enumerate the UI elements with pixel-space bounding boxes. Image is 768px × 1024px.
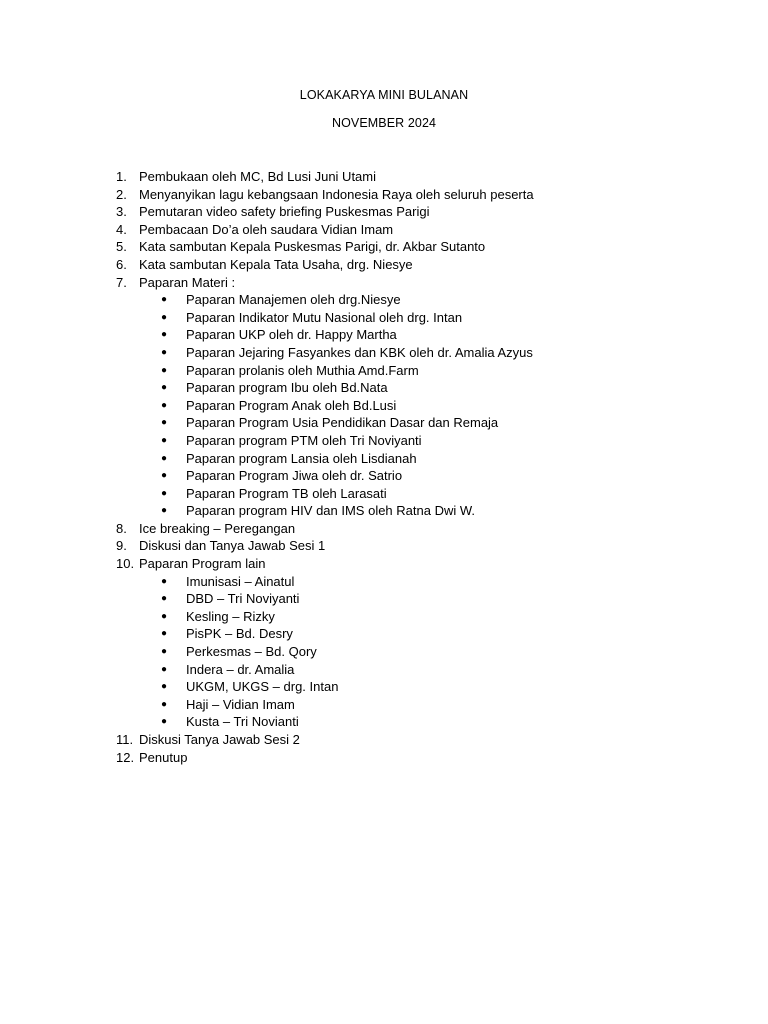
agenda-item-text: Pembukaan oleh MC, Bd Lusi Juni Utami	[139, 169, 377, 184]
bullet-icon: ●	[161, 346, 168, 358]
bullet-icon: ●	[161, 434, 168, 446]
sub-item	[0, 678, 768, 696]
sub-item-text: Paparan Manajemen oleh drg.Niesye	[186, 292, 401, 308]
bullet-icon: ●	[161, 311, 168, 323]
agenda-list	[0, 168, 768, 766]
bullet-icon: ●	[161, 628, 168, 640]
sub-item	[0, 432, 768, 450]
sub-item-text: Paparan Program Anak oleh Bd.Lusi	[186, 397, 397, 413]
sub-item	[0, 309, 768, 327]
sub-item	[0, 590, 768, 608]
sub-item	[0, 344, 768, 362]
sub-item	[0, 643, 768, 661]
agenda-item-number: 1.	[116, 169, 127, 184]
agenda-item-text: Paparan Materi :	[139, 274, 236, 290]
sub-item-text: Paparan Program TB oleh Larasati	[186, 485, 387, 501]
agenda-item-number: 8.	[116, 520, 127, 536]
agenda-item	[0, 238, 768, 256]
bullet-icon: ●	[161, 294, 168, 306]
sub-item-text: Paparan Program Usia Pendidikan Dasar dan Remaja	[186, 415, 499, 431]
bullet-icon: ●	[161, 417, 168, 429]
sub-item-text: Haji – Vidian Imam	[186, 696, 295, 712]
sub-item	[0, 379, 768, 397]
sub-item	[0, 608, 768, 626]
bullet-icon: ●	[161, 681, 168, 693]
agenda-item	[0, 749, 768, 767]
sub-item	[0, 414, 768, 432]
bullet-icon: ●	[161, 382, 168, 394]
bullet-icon: ●	[161, 593, 168, 605]
sub-item-text: Kusta – Tri Novianti	[186, 714, 299, 730]
bullet-icon: ●	[161, 610, 168, 622]
agenda-item	[0, 203, 768, 221]
sub-item-text: Paparan program HIV dan IMS oleh Ratna Dwi W.	[186, 503, 476, 519]
agenda-item-number: 3.	[116, 204, 127, 220]
bullet-icon: ●	[161, 646, 168, 658]
sub-item	[0, 291, 768, 309]
agenda-item	[0, 274, 768, 292]
document-title: LOKAKARYA MINI BULANAN	[299, 88, 469, 102]
sub-item	[0, 397, 768, 415]
sub-item	[0, 696, 768, 714]
agenda-item-text: Menyanyikan lagu kebangsaan Indonesia Raya oleh seluruh peserta	[139, 186, 534, 202]
agenda-item-text: Pembacaan Do’a oleh saudara Vidian Imam	[139, 221, 394, 237]
agenda-item-number: 9.	[116, 538, 127, 554]
agenda-item	[0, 731, 768, 749]
bullet-icon: ●	[161, 329, 168, 341]
agenda-item-text: Kata sambutan Kepala Puskesmas Parigi, dr. Akbar Sutanto	[139, 239, 486, 255]
bullet-icon: ●	[161, 364, 168, 376]
sub-item-text: Paparan UKP oleh dr. Happy Martha	[186, 327, 397, 343]
agenda-item	[0, 555, 768, 573]
sub-item	[0, 661, 768, 679]
agenda-item-text: Pemutaran video safety briefing Puskesmas Parigi	[139, 204, 430, 220]
agenda-item	[0, 168, 768, 186]
sub-item-text: Paparan program Ibu oleh Bd.Nata	[186, 380, 388, 396]
agenda-item-text: Diskusi Tanya Jawab Sesi 2	[139, 732, 300, 747]
agenda-item-number: 11.	[116, 732, 134, 747]
agenda-item-text: Diskusi dan Tanya Jawab Sesi 1	[139, 538, 326, 554]
agenda-item-number: 12.	[116, 749, 135, 765]
agenda-item-number: 10.	[116, 556, 135, 572]
bullet-icon: ●	[161, 575, 168, 587]
sub-item-text: Paparan Jejaring Fasyankes dan KBK oleh dr. Amalia Azyus	[186, 344, 533, 360]
agenda-item-text: Paparan Program lain	[139, 556, 266, 572]
agenda-item-number: 5.	[116, 239, 127, 255]
sub-item-text: Paparan program Lansia oleh Lisdianah	[186, 450, 417, 466]
agenda-item-text: Kata sambutan Kepala Tata Usaha, drg. Niesye	[139, 256, 413, 272]
agenda-item	[0, 537, 768, 555]
agenda-item-number: 6.	[116, 256, 127, 272]
agenda-item-text: Penutup	[139, 749, 188, 765]
sub-item-text: UKGM, UKGS – drg. Intan	[186, 679, 339, 695]
bullet-icon: ●	[161, 470, 168, 482]
bullet-icon: ●	[161, 716, 168, 728]
sub-item	[0, 625, 768, 643]
agenda-item-number: 7.	[116, 274, 127, 290]
sub-item	[0, 573, 768, 591]
sub-item	[0, 713, 768, 731]
bullet-icon: ●	[161, 452, 168, 464]
sub-item-text: DBD – Tri Noviyanti	[186, 591, 300, 607]
bullet-icon: ●	[161, 663, 168, 675]
sub-item-text: Imunisasi – Ainatul	[186, 573, 295, 589]
sub-item-text: PisPK – Bd. Desry	[186, 626, 293, 642]
sub-item	[0, 362, 768, 380]
sub-item	[0, 450, 768, 468]
bullet-icon: ●	[161, 698, 168, 710]
sub-item-text: Paparan Indikator Mutu Nasional oleh drg. Intan	[186, 309, 463, 325]
sub-item-text: Indera – dr. Amalia	[186, 661, 295, 677]
sub-item-text: Paparan prolanis oleh Muthia Amd.Farm	[186, 362, 419, 378]
sub-item	[0, 485, 768, 503]
agenda-item	[0, 186, 768, 204]
document-subtitle: NOVEMBER 2024	[331, 116, 437, 130]
agenda-item-number: 4.	[116, 221, 127, 237]
agenda-item	[0, 221, 768, 239]
sub-item-text: Paparan program PTM oleh Tri Noviyanti	[186, 432, 422, 448]
bullet-icon: ●	[161, 505, 168, 517]
bullet-icon: ●	[161, 399, 168, 411]
agenda-item-number: 2.	[116, 186, 127, 202]
sub-item-text: Perkesmas – Bd. Qory	[186, 644, 317, 660]
bullet-icon: ●	[161, 487, 168, 499]
sub-item	[0, 467, 768, 485]
agenda-item-text: Ice breaking – Peregangan	[139, 520, 296, 536]
sub-item	[0, 502, 768, 520]
agenda-item	[0, 520, 768, 538]
agenda-item	[0, 256, 768, 274]
sub-item-text: Kesling – Rizky	[186, 608, 275, 624]
sub-item-text: Paparan Program Jiwa oleh dr. Satrio	[186, 468, 403, 484]
sub-item	[0, 326, 768, 344]
